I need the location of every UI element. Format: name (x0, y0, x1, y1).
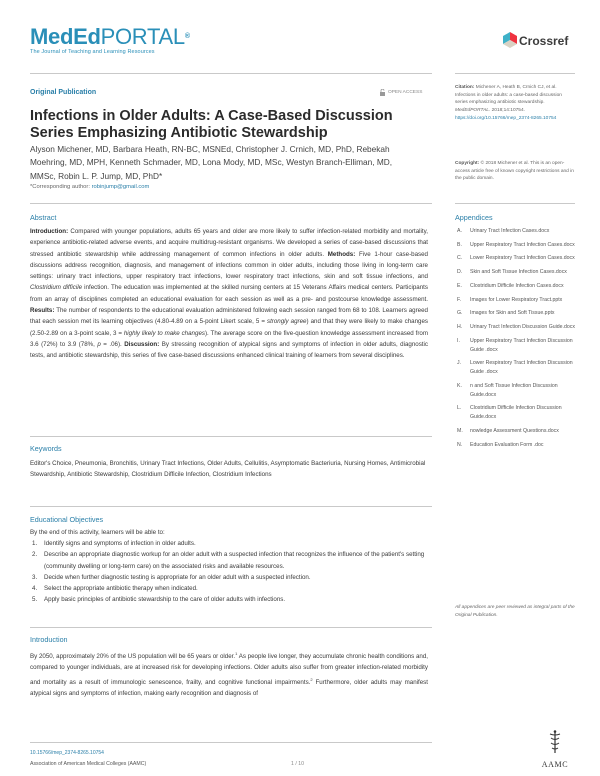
appendices-heading: Appendices (455, 213, 493, 222)
crossref-badge[interactable] (503, 32, 568, 49)
footer-organization: Association of American Medical Colleges (AAMC) (30, 761, 147, 767)
abstract-body: Introduction: Compared with younger populations, adults 65 years and older are more likely to suffer infection-related morbidity and mortality, experience antibiotic-related adverse events, and acquire multidrug-resistant organisms. We developed a series of case-based discussions that stressed antibiotic stewardship while addressing management of common infections in older adults. Methods: Five 1-hour case-based discussions address recognition, diagnosis, and management of infections common in older adults, including those living in long-term care settings: urinary tract infections, upper respiratory tract infections, lower respiratory tract infections, skin and soft tissue infections, and Clostridium difficile infection. The education was implemented at the skilled nursing centers at 15 Veterans Affairs medical centers. Participants from an array of disciplines completed an educational evaluation for each session as well as a pre- and postcourse knowledge assessment. Results: The number of respondents to the educational evaluation administered following each session ranged from 68 to 108. Learners agreed that each session met its learning objectives (4.80-4.89 on a 5-point Likert scale, 5 = strongly agree) and that they were likely to make changes (2.50-2.89 on a 3-point scale, 3 = highly likely to make changes). The average score on the five-question knowledge assessment increased from 3.6 (72%) to 3.9 (78%, p = .06). Discussion: By stressing recognition of atypical signs and symptoms of infection in older adults, diagnostic tests, and antibiotic stewardship, this series of five case-based discussions enhanced clinical training of learners from several disciplines. (30, 228, 428, 360)
abstract-divider (30, 203, 432, 204)
objectives-intro: By the end of this activity, learners will be able to: (30, 529, 165, 536)
aamc-wordmark: AAMC (541, 760, 569, 769)
appendix-link[interactable]: C. Lower Respiratory Tract Infection Cases.docx (457, 255, 575, 262)
objective-item: 4. Select the appropriate antibiotic therapy when indicated. (32, 585, 198, 593)
article-title: Infections in Older Adults: A Case-Based Discussion Series Emphasizing Antibiotic Stewardship (30, 108, 393, 141)
open-access-badge (380, 89, 422, 96)
objective-item: 5. Apply basic principles of antibiotic stewardship to the care of older adults with infections. (32, 596, 286, 604)
aamc-logo (530, 730, 580, 769)
copyright-block: Copyright: © 2018 Michener et al. This is an open-access article free of known copyright restrictions and in the public domain. (455, 161, 574, 182)
lock-open-icon (380, 89, 385, 96)
keywords-heading: Keywords (30, 444, 62, 453)
footer-doi-link[interactable]: 10.15766/mep_2374-8265.10754 (30, 750, 104, 756)
appendix-link[interactable]: A. Urinary Tract Infection Cases.docx (457, 228, 550, 234)
objectives-list (30, 538, 430, 606)
citation-block: Citation: Michener A, Heath B, Crnich CJ, et al. Infections in older adults: a case-based discussion series emphasizing antibiotic stewardship. MedEdPORTAL. 2018;14:10754. https://doi.org/10.15766/mep_2374-8265.10754 (455, 85, 562, 121)
corresponding-author: *Corresponding author: robinjump@gmail.com (30, 184, 150, 190)
crossref-label: Crossref (519, 33, 569, 48)
header-divider (30, 73, 432, 74)
logo-wordmark: MedEdPORTAL® (30, 24, 190, 49)
introduction-body: By 2050, approximately 20% of the US population will be 65 years or older.$^1$ As people live longer, they accumulate chronic health conditions and, compared to younger individuals, are at increased risk for developing infections. Older adults also suffer from greater infection-related morbidity and mortality as a result of immunologic senescence, frailty, and cognitive functional impairments.$^2$ Furthermore, older adults may manifest atypical signs and symptoms of infection, making early recognition and diagnosis of (30, 651, 428, 698)
objective-item: 3. Decide when further diagnostic testing is appropriate for an older adult with a suspected infection. (32, 573, 311, 581)
introduction-divider (30, 627, 432, 628)
open-access-label: OPEN ACCESS (388, 90, 423, 95)
appendix-link[interactable]: L. Clostridium Difficile Infection Discussion Guide.docx (457, 405, 562, 421)
crossref-icon (503, 32, 517, 49)
medportal-logo (30, 26, 190, 55)
corresponding-email-link[interactable]: robinjump@gmail.com (91, 184, 150, 190)
appendices-divider (455, 203, 575, 204)
appendix-link[interactable]: H. Urinary Tract Infection Discussion Guide.docx (457, 323, 575, 330)
objectives-divider (30, 506, 432, 507)
appendix-link[interactable]: J. Lower Respiratory Tract Infection Discussion Guide .docx (457, 360, 573, 376)
keywords-list: Editor's Choice, Pneumonia, Bronchitis, Urinary Tract Infections, Older Adults, Cellulitis, Asymptomatic Bacteriuria, Nursing Homes, Antimicrobial Stewardship, Antibiotic Stewardship, Clostridium Difficile Infection, Clostridium Infections (30, 460, 426, 479)
keywords-divider (30, 436, 432, 437)
appendix-link[interactable]: E. Clostridium Difficile Infection Cases.docx (457, 282, 564, 289)
caduceus-icon (548, 730, 562, 754)
appendix-link[interactable]: D. Skin and Soft Tissue Infection Cases.docx (457, 269, 567, 276)
introduction-heading: Introduction (30, 635, 68, 644)
citation-doi-link[interactable]: https://doi.org/10.15766/mep_2374-8265.10754 (455, 115, 557, 121)
appendix-link[interactable]: G. Images for Skin and Soft Tissue.pptx (457, 310, 555, 317)
objective-item: 2. Describe an appropriate diagnostic workup for an older adult with a suspected infection that recognizes the influence of the patient's setting (community dwelling or long-term care) on the associated risks and available resources. (32, 551, 425, 570)
sidebar-header-divider (455, 73, 575, 74)
appendices-note: All appendices are peer reviewed as integral parts of the Original Publication. (455, 605, 575, 618)
appendix-link[interactable]: K. n and Soft Tissue Infection Discussion Guide.docx (457, 382, 558, 398)
appendix-link[interactable]: M. nowledge Assessment Questions.docx (457, 428, 559, 435)
author-list: Alyson Michener, MD, Barbara Heath, RN-BC, MSNEd, Christopher J. Crnich, MD, PhD, Rebekah Moehring, MD, MPH, Kenneth Schmader, MD, Lona Mody, MD, MSc, Westyn Branch-Elliman, MD, MMSc, Robin L. P. Jump, MD, PhD* (30, 144, 393, 181)
appendices-list (455, 227, 580, 454)
footer-divider (30, 742, 432, 743)
page-number: 1 / 10 (291, 761, 304, 767)
appendix-link[interactable]: I. Upper Respiratory Tract Infection Discussion Guide .docx (457, 337, 573, 353)
appendix-link[interactable]: N. Education Evaluation Form .doc (457, 441, 544, 448)
logo-tagline: The Journal of Teaching and Learning Resources (30, 49, 155, 55)
abstract-heading: Abstract (30, 213, 57, 222)
publication-type: Original Publication (30, 89, 97, 96)
appendix-link[interactable]: B. Upper Respiratory Tract Infection Cases.docx (457, 241, 575, 248)
appendix-link[interactable]: F. Images for Lower Respiratory Tract.pptx (457, 296, 563, 303)
objectives-heading: Educational Objectives (30, 515, 104, 524)
objective-item: 1. Identify signs and symptoms of infection in older adults. (32, 540, 196, 547)
